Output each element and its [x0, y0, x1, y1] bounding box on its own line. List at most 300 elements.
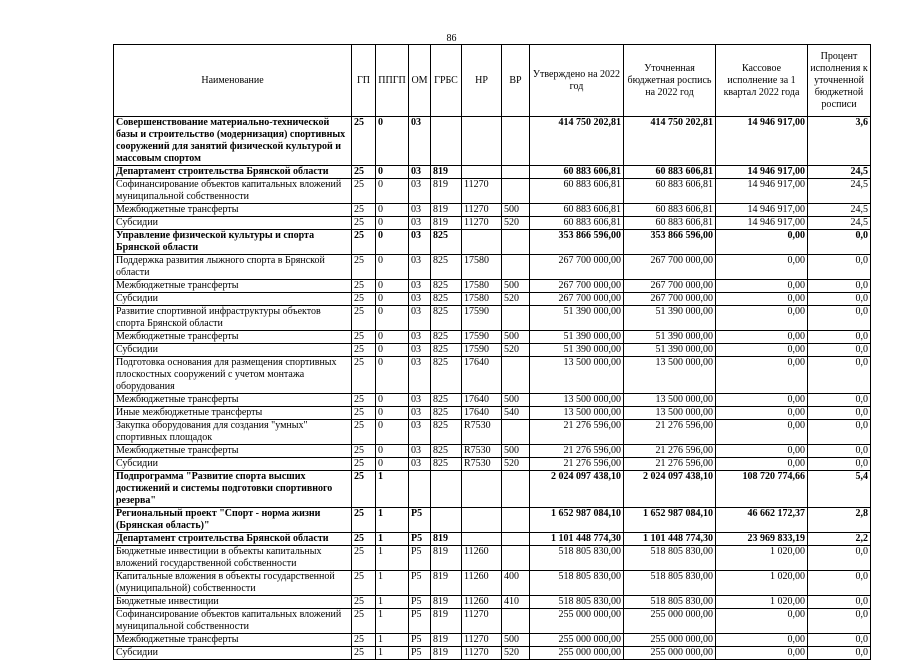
cell-om: 03	[409, 407, 431, 420]
cell-np: 11260	[462, 596, 502, 609]
cell-gp: 25	[352, 596, 376, 609]
col-header-percent: Процент исполнения к уточненной бюджетной росписи	[808, 45, 871, 117]
cell-grbs: 819	[431, 179, 462, 204]
table-row	[114, 407, 871, 420]
cell-approved: 13 500 000,00	[530, 394, 624, 407]
cell-om: 03	[409, 306, 431, 331]
cell-approved: 353 866 596,00	[530, 230, 624, 255]
cell-om: 03	[409, 344, 431, 357]
cell-cash: 46 662 172,37	[716, 508, 808, 533]
cell-om: P5	[409, 596, 431, 609]
cell-np: 17580	[462, 255, 502, 280]
cell-cash: 0,00	[716, 647, 808, 660]
cell-np: 11270	[462, 647, 502, 660]
cell-ppgp: 1	[376, 634, 409, 647]
cell-grbs: 825	[431, 306, 462, 331]
table-body	[114, 117, 871, 660]
cell-refined: 518 805 830,00	[624, 571, 716, 596]
cell-percent: 24,5	[808, 204, 871, 217]
cell-gp: 25	[352, 204, 376, 217]
cell-cash: 1 020,00	[716, 596, 808, 609]
cell-percent: 5,4	[808, 471, 871, 508]
cell-ppgp: 0	[376, 204, 409, 217]
cell-percent: 0,0	[808, 634, 871, 647]
cell-cash: 0,00	[716, 293, 808, 306]
cell-gp: 25	[352, 280, 376, 293]
cell-name: Субсидии	[114, 458, 352, 471]
table-row	[114, 394, 871, 407]
cell-approved: 267 700 000,00	[530, 293, 624, 306]
cell-refined: 21 276 596,00	[624, 445, 716, 458]
cell-refined: 21 276 596,00	[624, 458, 716, 471]
cell-refined: 1 101 448 774,30	[624, 533, 716, 546]
cell-np	[462, 230, 502, 255]
cell-ppgp: 0	[376, 166, 409, 179]
cell-cash: 23 969 833,19	[716, 533, 808, 546]
cell-grbs: 819	[431, 634, 462, 647]
cell-om: P5	[409, 571, 431, 596]
cell-vr	[502, 166, 530, 179]
cell-vr	[502, 508, 530, 533]
cell-name: Межбюджетные трансферты	[114, 394, 352, 407]
cell-percent: 24,5	[808, 166, 871, 179]
cell-cash: 14 946 917,00	[716, 204, 808, 217]
cell-np: R7530	[462, 445, 502, 458]
cell-refined: 1 652 987 084,10	[624, 508, 716, 533]
cell-ppgp: 0	[376, 117, 409, 166]
cell-approved: 255 000 000,00	[530, 647, 624, 660]
cell-percent: 0,0	[808, 331, 871, 344]
table-row	[114, 344, 871, 357]
cell-approved: 518 805 830,00	[530, 571, 624, 596]
cell-percent: 2,8	[808, 508, 871, 533]
cell-cash: 0,00	[716, 407, 808, 420]
table-row	[114, 217, 871, 230]
cell-grbs: 825	[431, 394, 462, 407]
cell-np: 11270	[462, 634, 502, 647]
cell-om: 03	[409, 166, 431, 179]
cell-om: 03	[409, 394, 431, 407]
cell-vr	[502, 609, 530, 634]
cell-np	[462, 117, 502, 166]
cell-percent: 0,0	[808, 293, 871, 306]
table-row	[114, 230, 871, 255]
cell-cash: 0,00	[716, 255, 808, 280]
table-row	[114, 306, 871, 331]
table-row	[114, 204, 871, 217]
cell-approved: 21 276 596,00	[530, 458, 624, 471]
cell-vr: 500	[502, 394, 530, 407]
cell-vr: 500	[502, 445, 530, 458]
table-row	[114, 508, 871, 533]
cell-vr	[502, 533, 530, 546]
cell-om: 03	[409, 117, 431, 166]
cell-refined: 2 024 097 438,10	[624, 471, 716, 508]
cell-gp: 25	[352, 394, 376, 407]
cell-vr: 520	[502, 458, 530, 471]
cell-vr	[502, 255, 530, 280]
table-row	[114, 331, 871, 344]
cell-name: Бюджетные инвестиции в объекты капитальных вложений государственной собственности	[114, 546, 352, 571]
cell-name: Совершенствование материально-технической базы и строительство (модернизация) спортивных сооружений для занятий физической культурой и массовым спортом	[114, 117, 352, 166]
cell-ppgp: 0	[376, 394, 409, 407]
cell-ppgp: 1	[376, 609, 409, 634]
cell-grbs: 819	[431, 647, 462, 660]
table-row	[114, 634, 871, 647]
cell-refined: 267 700 000,00	[624, 255, 716, 280]
cell-ppgp: 0	[376, 179, 409, 204]
cell-refined: 267 700 000,00	[624, 280, 716, 293]
cell-grbs: 825	[431, 357, 462, 394]
cell-ppgp: 1	[376, 471, 409, 508]
table-row	[114, 179, 871, 204]
cell-refined: 60 883 606,81	[624, 166, 716, 179]
col-header-grbs: ГРБС	[431, 45, 462, 117]
cell-approved: 2 024 097 438,10	[530, 471, 624, 508]
cell-percent: 0,0	[808, 230, 871, 255]
cell-np: 17640	[462, 394, 502, 407]
cell-approved: 267 700 000,00	[530, 280, 624, 293]
table-row	[114, 471, 871, 508]
cell-gp: 25	[352, 407, 376, 420]
cell-cash: 1 020,00	[716, 546, 808, 571]
cell-refined: 21 276 596,00	[624, 420, 716, 445]
cell-vr: 500	[502, 331, 530, 344]
cell-percent: 3,6	[808, 117, 871, 166]
cell-approved: 414 750 202,81	[530, 117, 624, 166]
cell-om: P5	[409, 609, 431, 634]
cell-percent: 0,0	[808, 445, 871, 458]
cell-grbs: 819	[431, 546, 462, 571]
cell-vr	[502, 306, 530, 331]
table-row	[114, 280, 871, 293]
cell-gp: 25	[352, 647, 376, 660]
cell-approved: 60 883 606,81	[530, 179, 624, 204]
cell-grbs: 825	[431, 230, 462, 255]
cell-grbs: 825	[431, 293, 462, 306]
cell-name: Департамент строительства Брянской области	[114, 533, 352, 546]
table-row	[114, 357, 871, 394]
cell-gp: 25	[352, 445, 376, 458]
col-header-cash: Кассовое исполнение за 1 квартал 2022 года	[716, 45, 808, 117]
cell-approved: 21 276 596,00	[530, 445, 624, 458]
cell-grbs: 825	[431, 407, 462, 420]
cell-refined: 267 700 000,00	[624, 293, 716, 306]
cell-np: 17590	[462, 344, 502, 357]
cell-ppgp: 0	[376, 255, 409, 280]
cell-vr	[502, 357, 530, 394]
cell-cash: 0,00	[716, 394, 808, 407]
cell-refined: 518 805 830,00	[624, 546, 716, 571]
col-header-ppgp: ППГП	[376, 45, 409, 117]
cell-percent: 0,0	[808, 255, 871, 280]
cell-gp: 25	[352, 166, 376, 179]
cell-refined: 13 500 000,00	[624, 357, 716, 394]
cell-refined: 353 866 596,00	[624, 230, 716, 255]
cell-refined: 51 390 000,00	[624, 306, 716, 331]
cell-percent: 0,0	[808, 647, 871, 660]
cell-gp: 25	[352, 306, 376, 331]
table-row	[114, 458, 871, 471]
cell-refined: 13 500 000,00	[624, 407, 716, 420]
table-row	[114, 571, 871, 596]
cell-cash: 14 946 917,00	[716, 179, 808, 204]
cell-cash: 1 020,00	[716, 571, 808, 596]
cell-cash: 0,00	[716, 331, 808, 344]
cell-grbs: 825	[431, 331, 462, 344]
cell-gp: 25	[352, 546, 376, 571]
cell-ppgp: 1	[376, 546, 409, 571]
cell-grbs: 825	[431, 445, 462, 458]
cell-approved: 51 390 000,00	[530, 344, 624, 357]
cell-np	[462, 533, 502, 546]
cell-refined: 60 883 606,81	[624, 204, 716, 217]
cell-ppgp: 0	[376, 217, 409, 230]
cell-cash: 0,00	[716, 357, 808, 394]
cell-approved: 1 652 987 084,10	[530, 508, 624, 533]
cell-vr	[502, 420, 530, 445]
cell-grbs: 819	[431, 571, 462, 596]
cell-np: 17580	[462, 280, 502, 293]
cell-gp: 25	[352, 293, 376, 306]
cell-om: 03	[409, 280, 431, 293]
table-row	[114, 420, 871, 445]
cell-ppgp: 1	[376, 647, 409, 660]
col-header-approved: Утверждено на 2022 год	[530, 45, 624, 117]
cell-vr	[502, 117, 530, 166]
cell-cash: 14 946 917,00	[716, 217, 808, 230]
cell-approved: 51 390 000,00	[530, 331, 624, 344]
cell-grbs: 825	[431, 420, 462, 445]
cell-np: 11270	[462, 217, 502, 230]
cell-cash: 0,00	[716, 306, 808, 331]
cell-name: Иные межбюджетные трансферты	[114, 407, 352, 420]
cell-percent: 0,0	[808, 344, 871, 357]
cell-vr: 520	[502, 344, 530, 357]
cell-np: 11260	[462, 571, 502, 596]
table-row	[114, 546, 871, 571]
cell-gp: 25	[352, 117, 376, 166]
cell-ppgp: 0	[376, 445, 409, 458]
cell-approved: 255 000 000,00	[530, 634, 624, 647]
cell-gp: 25	[352, 508, 376, 533]
cell-approved: 518 805 830,00	[530, 596, 624, 609]
cell-percent: 0,0	[808, 571, 871, 596]
col-header-vr: ВР	[502, 45, 530, 117]
cell-om: 03	[409, 230, 431, 255]
cell-name: Поддержка развития лыжного спорта в Брянской области	[114, 255, 352, 280]
cell-approved: 21 276 596,00	[530, 420, 624, 445]
cell-approved: 267 700 000,00	[530, 255, 624, 280]
cell-approved: 1 101 448 774,30	[530, 533, 624, 546]
cell-ppgp: 0	[376, 458, 409, 471]
cell-gp: 25	[352, 230, 376, 255]
col-header-np: НР	[462, 45, 502, 117]
page-number: 86	[446, 33, 457, 44]
cell-om: 03	[409, 331, 431, 344]
table-row	[114, 533, 871, 546]
cell-percent: 0,0	[808, 394, 871, 407]
cell-name: Межбюджетные трансферты	[114, 204, 352, 217]
cell-name: Департамент строительства Брянской области	[114, 166, 352, 179]
cell-cash: 0,00	[716, 445, 808, 458]
cell-name: Субсидии	[114, 217, 352, 230]
cell-np: 17580	[462, 293, 502, 306]
table-row	[114, 647, 871, 660]
cell-ppgp: 1	[376, 508, 409, 533]
cell-percent: 24,5	[808, 217, 871, 230]
cell-approved: 60 883 606,81	[530, 166, 624, 179]
cell-grbs: 825	[431, 344, 462, 357]
cell-percent: 2,2	[808, 533, 871, 546]
cell-ppgp: 1	[376, 571, 409, 596]
cell-vr: 520	[502, 647, 530, 660]
cell-vr: 540	[502, 407, 530, 420]
cell-om: P5	[409, 533, 431, 546]
cell-vr: 400	[502, 571, 530, 596]
cell-name: Софинансирование объектов капитальных вложений муниципальной собственности	[114, 179, 352, 204]
cell-cash: 0,00	[716, 609, 808, 634]
cell-percent: 24,5	[808, 179, 871, 204]
cell-refined: 255 000 000,00	[624, 647, 716, 660]
col-header-gp: ГП	[352, 45, 376, 117]
cell-cash: 14 946 917,00	[716, 117, 808, 166]
cell-vr: 500	[502, 280, 530, 293]
cell-grbs: 825	[431, 280, 462, 293]
cell-ppgp: 0	[376, 420, 409, 445]
cell-om: P5	[409, 634, 431, 647]
cell-refined: 414 750 202,81	[624, 117, 716, 166]
cell-approved: 518 805 830,00	[530, 546, 624, 571]
cell-gp: 25	[352, 331, 376, 344]
cell-om: 03	[409, 204, 431, 217]
cell-name: Межбюджетные трансферты	[114, 280, 352, 293]
cell-gp: 25	[352, 420, 376, 445]
cell-grbs: 825	[431, 458, 462, 471]
cell-np	[462, 471, 502, 508]
cell-name: Межбюджетные трансферты	[114, 445, 352, 458]
cell-refined: 60 883 606,81	[624, 179, 716, 204]
cell-om: 03	[409, 445, 431, 458]
cell-cash: 108 720 774,66	[716, 471, 808, 508]
cell-om: 03	[409, 293, 431, 306]
cell-om	[409, 471, 431, 508]
cell-gp: 25	[352, 217, 376, 230]
cell-percent: 0,0	[808, 280, 871, 293]
cell-np: 11270	[462, 179, 502, 204]
cell-refined: 518 805 830,00	[624, 596, 716, 609]
cell-cash: 14 946 917,00	[716, 166, 808, 179]
cell-refined: 13 500 000,00	[624, 394, 716, 407]
cell-percent: 0,0	[808, 407, 871, 420]
cell-cash: 0,00	[716, 280, 808, 293]
cell-np	[462, 508, 502, 533]
cell-ppgp: 0	[376, 357, 409, 394]
cell-np: 11270	[462, 609, 502, 634]
cell-approved: 60 883 606,81	[530, 217, 624, 230]
cell-gp: 25	[352, 255, 376, 280]
cell-np: 17640	[462, 357, 502, 394]
cell-vr	[502, 230, 530, 255]
cell-refined: 255 000 000,00	[624, 609, 716, 634]
cell-name: Субсидии	[114, 293, 352, 306]
cell-ppgp: 0	[376, 344, 409, 357]
cell-name: Межбюджетные трансферты	[114, 331, 352, 344]
cell-vr: 520	[502, 293, 530, 306]
cell-grbs	[431, 508, 462, 533]
cell-grbs: 819	[431, 204, 462, 217]
cell-vr	[502, 471, 530, 508]
cell-gp: 25	[352, 571, 376, 596]
cell-om: 03	[409, 357, 431, 394]
budget-table	[113, 44, 871, 660]
cell-ppgp: 0	[376, 280, 409, 293]
cell-np: 17640	[462, 407, 502, 420]
cell-cash: 0,00	[716, 458, 808, 471]
table-row	[114, 117, 871, 166]
cell-name: Субсидии	[114, 344, 352, 357]
cell-gp: 25	[352, 179, 376, 204]
cell-ppgp: 0	[376, 407, 409, 420]
cell-om: P5	[409, 546, 431, 571]
cell-name: Бюджетные инвестиции	[114, 596, 352, 609]
cell-ppgp: 0	[376, 306, 409, 331]
cell-name: Капитальные вложения в объекты государственной (муниципальной) собственности	[114, 571, 352, 596]
cell-cash: 0,00	[716, 634, 808, 647]
cell-percent: 0,0	[808, 609, 871, 634]
cell-gp: 25	[352, 471, 376, 508]
table-row	[114, 596, 871, 609]
cell-gp: 25	[352, 344, 376, 357]
cell-om: P5	[409, 647, 431, 660]
cell-vr: 520	[502, 217, 530, 230]
col-header-om: ОМ	[409, 45, 431, 117]
cell-om: 03	[409, 255, 431, 280]
cell-ppgp: 0	[376, 230, 409, 255]
cell-cash: 0,00	[716, 230, 808, 255]
cell-name: Управление физической культуры и спорта Брянской области	[114, 230, 352, 255]
cell-percent: 0,0	[808, 357, 871, 394]
cell-approved: 13 500 000,00	[530, 357, 624, 394]
cell-approved: 60 883 606,81	[530, 204, 624, 217]
cell-vr	[502, 546, 530, 571]
cell-percent: 0,0	[808, 306, 871, 331]
cell-name: Межбюджетные трансферты	[114, 634, 352, 647]
cell-refined: 60 883 606,81	[624, 217, 716, 230]
cell-approved: 13 500 000,00	[530, 407, 624, 420]
cell-ppgp: 1	[376, 533, 409, 546]
cell-refined: 51 390 000,00	[624, 344, 716, 357]
cell-ppgp: 0	[376, 331, 409, 344]
cell-name: Региональный проект "Спорт - норма жизни (Брянская область)"	[114, 508, 352, 533]
cell-name: Закупка оборудования для создания "умных" спортивных площадок	[114, 420, 352, 445]
cell-grbs: 819	[431, 596, 462, 609]
cell-om: 03	[409, 458, 431, 471]
cell-np: R7530	[462, 420, 502, 445]
table-row	[114, 255, 871, 280]
table-row	[114, 609, 871, 634]
col-header-name: Наименование	[114, 45, 352, 117]
cell-name: Субсидии	[114, 647, 352, 660]
cell-gp: 25	[352, 609, 376, 634]
cell-gp: 25	[352, 533, 376, 546]
cell-vr	[502, 179, 530, 204]
cell-grbs: 819	[431, 609, 462, 634]
cell-vr: 500	[502, 204, 530, 217]
cell-grbs: 819	[431, 217, 462, 230]
table-row	[114, 445, 871, 458]
cell-np: 11270	[462, 204, 502, 217]
